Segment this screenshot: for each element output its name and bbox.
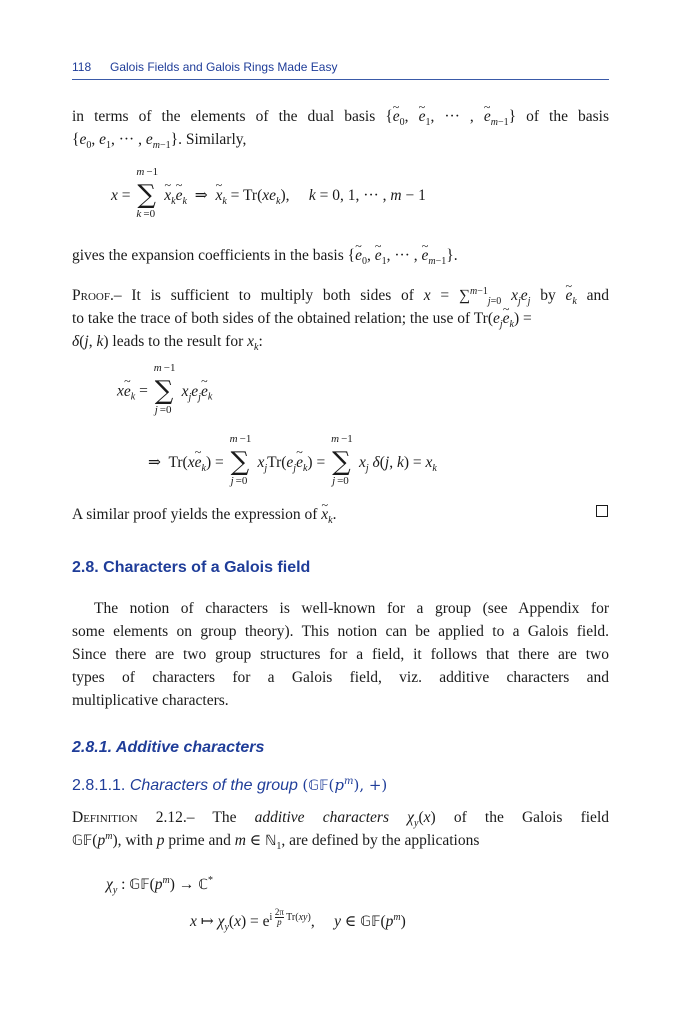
page-number: 118 — [72, 60, 92, 74]
running-title: Galois Fields and Galois Rings Made Easy — [110, 60, 338, 74]
equation-proof-trace: ⇒ Tr(x~ $e_k$) = ∑ m −1 j =0 $x_jTr(e_j\sim$ $e_k$) = ∑ m −1 j =0 $x_j$ δ(j, $k) = x_k$ — [148, 453, 437, 473]
section-2-8-title: 2.8. Characters of a Galois field — [72, 559, 311, 576]
equation-character-map: $\chi_y$ : $𝔾𝔽(p^m)$ → ℂ* — [106, 874, 213, 897]
section-2-8-1-title: 2.8.1. Additive characters — [72, 739, 265, 756]
paragraph-dual-basis-line2: {$e_0$, $e_1$, ··· , $e_{m-1}$}. Similarly, — [72, 131, 247, 152]
paragraph-similar-proof: A similar proof yields the expression of ~ $x_k$. — [72, 503, 572, 526]
section-2-8-paragraph: The notion of characters is well-known for a group (see Appendix for some elements on group theory). This notion can be applied to a Galois field. Since there are two group structures for a field, it follows that there are two types of characters for a Galois field, viz. additive characters and multiplicative characters. — [72, 600, 609, 709]
equation-proof-sum: x~ $e_k$ = ∑ m −1 j =0 $x_je_j\sim$ $e_k$ — [117, 382, 212, 402]
paragraph-expansion-coefficients: gives the expansion coefficients in the basis {~ $e_0$, ~ $e_1$, ··· , ~ $e_{m-1}$}. — [72, 244, 609, 267]
definition-label: Definition — [72, 809, 138, 826]
definition-line1: Definition 2.12.– The additive characters $\chi_y(x)$ of the Galois field — [72, 809, 609, 830]
proof-line2: to take the trace of both sides of the obtained relation; the use of $Tr(e_j\sim$ $e_k$) = — [72, 307, 609, 330]
paragraph-dual-basis-line1: in terms of the elements of the dual basis {~ $e_0$, ~ $e_1$, ··· , ~ $e_{m-1}$} of the basis — [72, 105, 609, 128]
qed-box — [596, 505, 608, 517]
running-header — [72, 57, 609, 80]
equation-expansion: x = ∑ m −1 k =0 ~ $x_k\sim$ $e_k$ ⇒ ~ $x_k = Tr(xe_k)$, k = 0, 1, ··· , m − 1 — [111, 186, 426, 206]
proof-line3: δ(j, k) leads to the result for $x_k$: — [72, 333, 263, 354]
definition-line2: $𝔾𝔽(p^m)$, with p prime and m ∈ ℕ$_1$, are defined by the applications — [72, 830, 480, 853]
section-2-8-1-1-title: 2.8.1.1. Characters of the group ($𝔾𝔽(p^m)$, +) — [72, 776, 388, 794]
proof-line1: Proof.– It is sufficient to multiply both sides of x = ∑$^{m-1}_{j=0}$ $x_je_j$ by ~ $e_k$ and — [72, 284, 609, 307]
proof-label: Proof — [72, 287, 110, 304]
equation-character-definition: x ↦ $\chi_y(x) = e^{i \frac{2\pi}{p} Tr(xy)}$, y ∈ $𝔾𝔽(p^m)$ — [190, 907, 406, 934]
